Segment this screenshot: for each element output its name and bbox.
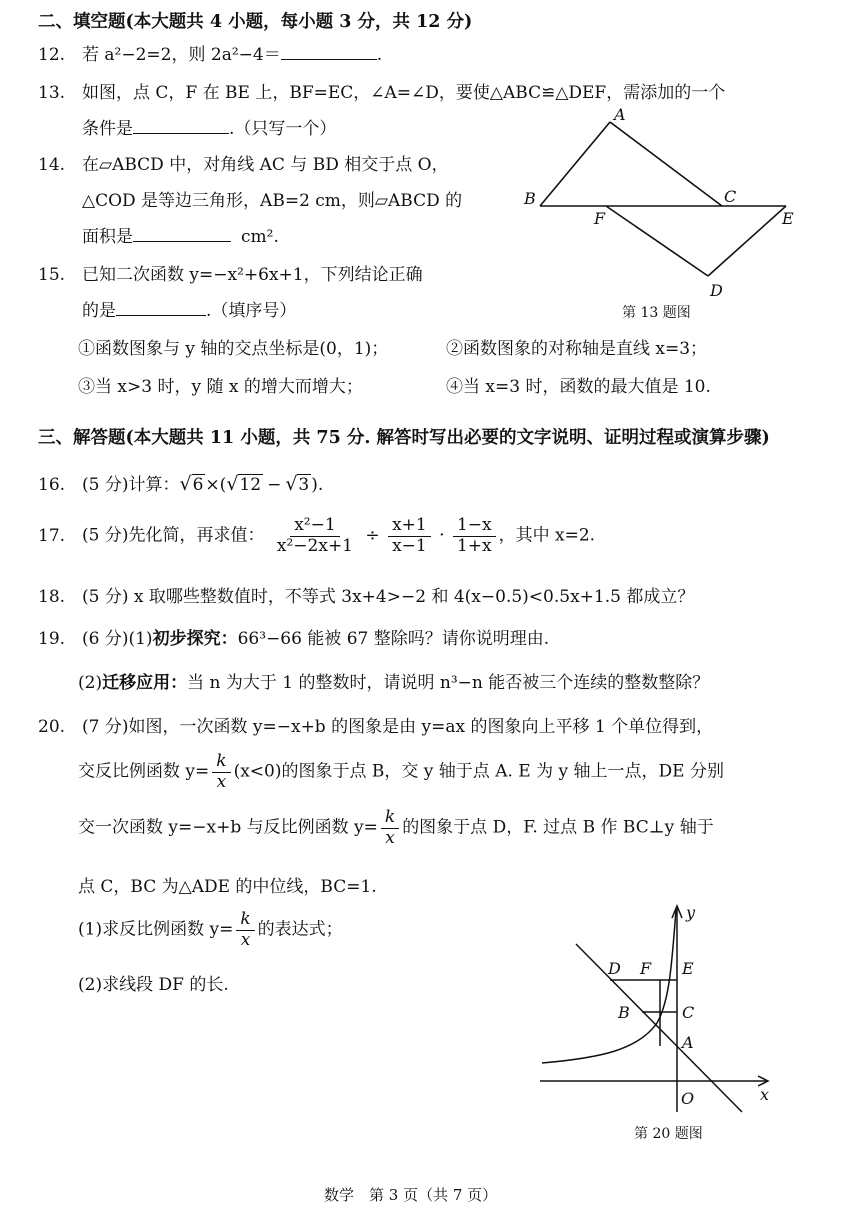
figure-20-caption: 第 20 题图 bbox=[634, 1126, 703, 1142]
label-e: E bbox=[682, 959, 694, 978]
question-12 bbox=[38, 40, 382, 65]
option-4: ④当 x=3 时，函数的最大值是 10. bbox=[446, 377, 711, 397]
label-c: C bbox=[682, 1003, 695, 1022]
question-text: (5 分)先化简，再求值： bbox=[82, 525, 265, 546]
label-b: B bbox=[524, 189, 536, 208]
question-text: (5 分) x 取哪些整数值时，不等式 3x+4>−2 和 4(x−0.5)<0.5x+1.5 都成立？ bbox=[82, 587, 695, 607]
denominator: x bbox=[216, 771, 227, 792]
operator: − bbox=[267, 475, 282, 495]
numerator: k bbox=[381, 808, 399, 829]
question-text: 当 n 为大于 1 的整数时，请说明 n³−n 能否被三个连续的整数整除？ bbox=[187, 673, 710, 693]
fraction-2 bbox=[388, 516, 431, 556]
label-o: O bbox=[681, 1089, 695, 1108]
question-15 bbox=[38, 260, 423, 285]
question-14-line3 bbox=[82, 222, 279, 247]
segment-de bbox=[708, 206, 786, 276]
question-number: 18. bbox=[38, 587, 66, 607]
question-number: 12. bbox=[38, 45, 66, 65]
section-2-heading: 二、填空题(本大题共 4 小题，每小题 3 分，共 12 分) bbox=[38, 12, 473, 32]
question-text: 面积是 bbox=[82, 227, 133, 247]
operator: ÷ bbox=[365, 525, 380, 546]
label-f: F bbox=[640, 959, 652, 978]
label-d: D bbox=[710, 281, 723, 300]
question-number: 13. bbox=[38, 83, 66, 103]
radicand: 12 bbox=[239, 475, 262, 495]
section-3-heading: 三、解答题(本大题共 11 小题，共 75 分. 解答时写出必要的文字说明、证明过程或演算步骤) bbox=[38, 428, 770, 448]
question-14-line2: △COD 是等边三角形，AB=2 cm，则▱ABCD 的 bbox=[82, 191, 463, 211]
part-number: (2) bbox=[78, 673, 103, 693]
question-number: 20. bbox=[38, 717, 66, 737]
question-text: 交反比例函数 y= bbox=[78, 761, 210, 782]
denominator: x²−2x+1 bbox=[276, 535, 354, 556]
denominator: x bbox=[240, 929, 251, 950]
numerator: 1−x bbox=[453, 516, 496, 537]
question-unit: cm². bbox=[241, 227, 279, 247]
fraction-k-over-x bbox=[381, 808, 399, 848]
answer-blank[interactable] bbox=[133, 117, 229, 134]
segment-fd bbox=[606, 206, 708, 276]
line-y-neg-x-plus-b bbox=[576, 944, 742, 1112]
label-a: A bbox=[614, 105, 626, 124]
figure-20 bbox=[520, 900, 780, 1150]
fraction-k-over-x bbox=[236, 910, 254, 950]
question-text-end: ，其中 x=2. bbox=[498, 525, 596, 546]
label-y: y bbox=[686, 903, 696, 922]
question-text: (7 分)如图，一次函数 y=−x+b 的图象是由 y=ax 的图象向上平移 1 个单位得到， bbox=[82, 717, 714, 737]
label-a: A bbox=[682, 1033, 694, 1052]
question-17 bbox=[38, 516, 595, 556]
question-20-line2 bbox=[78, 752, 724, 792]
numerator: x²−1 bbox=[290, 516, 339, 537]
fraction-k-over-x bbox=[212, 752, 230, 792]
numerator: k bbox=[236, 910, 254, 931]
label-d: D bbox=[608, 959, 621, 978]
denominator: 1+x bbox=[456, 535, 492, 556]
operator: ×( bbox=[205, 475, 227, 495]
radicand: 6 bbox=[192, 475, 204, 495]
radicand: 3 bbox=[298, 475, 310, 495]
question-text: 的是 bbox=[82, 301, 116, 321]
label-b: B bbox=[618, 1003, 630, 1022]
question-15-line2 bbox=[82, 296, 296, 321]
question-text-end: ). bbox=[311, 475, 324, 495]
answer-blank[interactable] bbox=[133, 225, 231, 242]
question-16 bbox=[38, 470, 323, 495]
fraction-1 bbox=[273, 516, 357, 556]
question-number: 17. bbox=[38, 525, 66, 546]
option-3: ③当 x>3 时，y 随 x 的增大而增大； bbox=[78, 377, 363, 397]
question-number: 19. bbox=[38, 629, 66, 649]
question-20 bbox=[38, 712, 713, 737]
question-text: 在▱ABCD 中，对角线 AC 与 BD 相交于点 O， bbox=[82, 155, 449, 175]
question-text: (5 分)计算： bbox=[82, 475, 180, 495]
radical-sign: √ bbox=[179, 473, 192, 495]
option-1: ①函数图象与 y 轴的交点坐标是(0，1)； bbox=[78, 339, 389, 359]
question-text: 如图，点 C，F 在 BE 上，BF=EC，∠A=∠D，要使△ABC≌△DEF，需添加的一个 bbox=[82, 83, 726, 103]
denominator: x bbox=[385, 827, 395, 848]
option-2: ②函数图象的对称轴是直线 x=3； bbox=[446, 339, 708, 359]
question-13-line2 bbox=[82, 114, 336, 139]
answer-blank[interactable] bbox=[281, 43, 377, 60]
question-text: 66³−66 能被 67 整除吗？请你说明理由. bbox=[237, 629, 550, 649]
operator: · bbox=[439, 525, 445, 546]
numerator: k bbox=[212, 752, 230, 773]
numerator: x+1 bbox=[388, 516, 431, 537]
question-text-end: . bbox=[376, 45, 383, 65]
question-text: 交一次函数 y=−x+b 与反比例函数 y= bbox=[78, 817, 378, 838]
segment-ac bbox=[610, 122, 722, 206]
question-19-part2 bbox=[78, 668, 709, 693]
segment-ba bbox=[540, 122, 610, 206]
question-20-line3 bbox=[78, 808, 714, 848]
label-c: C bbox=[724, 187, 737, 206]
part-number: (6 分)(1) bbox=[82, 629, 153, 649]
question-20-sub2: (2)求线段 DF 的长. bbox=[78, 975, 229, 995]
question-text: 的图象于点 D，F. 过点 B 作 BC⊥y 轴于 bbox=[402, 817, 714, 838]
question-text-end: .（填序号） bbox=[206, 301, 297, 321]
question-text: (x<0)的图象于点 B，交 y 轴于点 A. E 为 y 轴上一点，DE 分别 bbox=[233, 761, 724, 782]
part-title: 初步探究： bbox=[152, 629, 238, 649]
part-title: 迁移应用： bbox=[102, 673, 188, 693]
question-14 bbox=[38, 150, 449, 175]
question-text: 若 a²−2=2，则 2a²−4＝ bbox=[82, 45, 281, 65]
answer-blank[interactable] bbox=[116, 299, 206, 316]
label-x: x bbox=[760, 1085, 770, 1104]
hyperbola-curve bbox=[542, 910, 676, 1063]
question-text: 的表达式； bbox=[257, 919, 343, 940]
figure-13-caption: 第 13 题图 bbox=[622, 305, 691, 321]
page-footer: 数学 第 3 页（共 7 页） bbox=[324, 1186, 498, 1204]
question-text: 已知二次函数 y=−x²+6x+1，下列结论正确 bbox=[82, 265, 423, 285]
question-number: 16. bbox=[38, 475, 66, 495]
question-20-line4: 点 C，BC 为△ADE 的中位线，BC=1. bbox=[78, 877, 377, 897]
question-text: (1)求反比例函数 y= bbox=[78, 919, 234, 940]
question-20-sub1 bbox=[78, 910, 343, 950]
question-number: 15. bbox=[38, 265, 66, 285]
question-text: 条件是 bbox=[82, 119, 133, 139]
radical-sign: √ bbox=[285, 473, 298, 495]
radical-sign: √ bbox=[226, 473, 239, 495]
question-number: 14. bbox=[38, 155, 66, 175]
question-18 bbox=[38, 582, 694, 607]
fraction-3 bbox=[453, 516, 496, 556]
figure-13 bbox=[510, 100, 810, 325]
label-f: F bbox=[594, 209, 606, 228]
denominator: x−1 bbox=[392, 535, 427, 556]
label-e: E bbox=[782, 209, 794, 228]
question-text-end: .（只写一个） bbox=[229, 119, 337, 139]
question-19 bbox=[38, 624, 549, 649]
